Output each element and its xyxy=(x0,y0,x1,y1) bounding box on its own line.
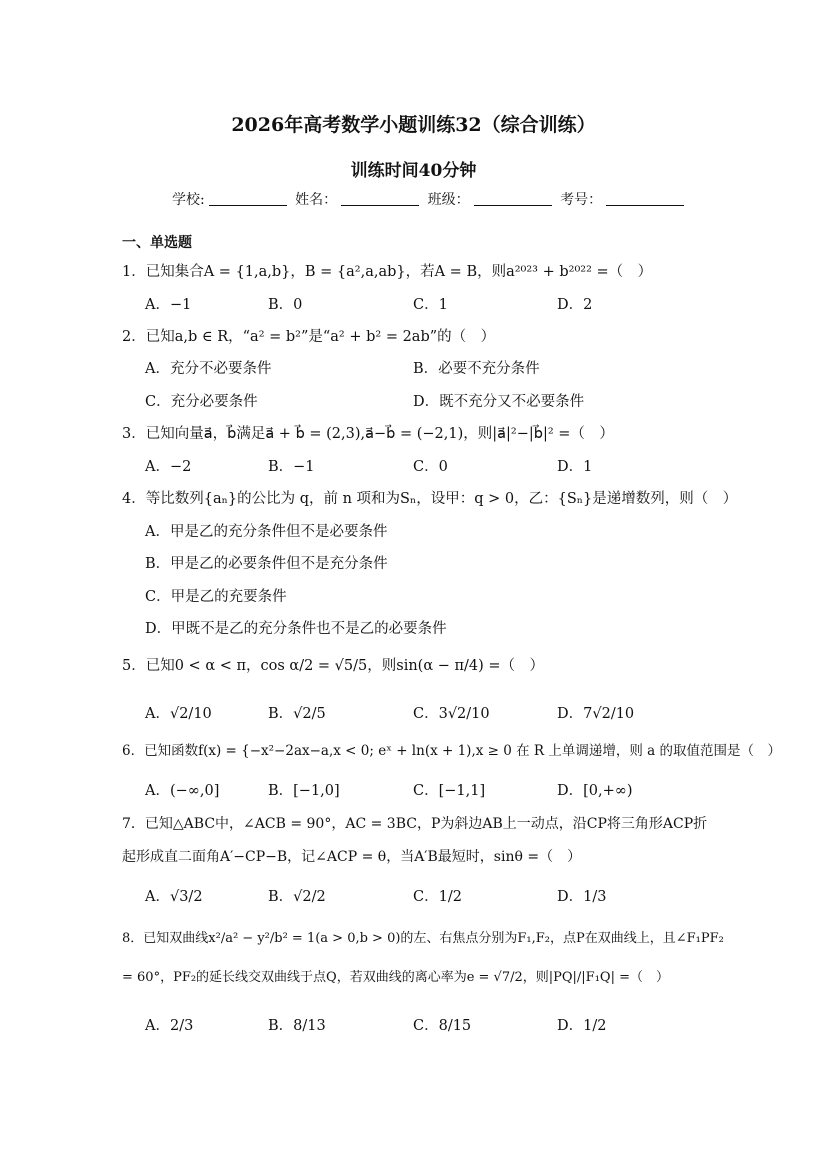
q7-option-d[interactable]: D．1/3 xyxy=(557,889,607,905)
q8-option-b[interactable]: B．8/13 xyxy=(268,1018,326,1034)
q3-option-c[interactable]: C．0 xyxy=(413,459,448,475)
q6-option-c[interactable]: C．[−1,1] xyxy=(413,783,486,799)
question-6: 6．已知函数f(x) = {−x²−2ax−a,x < 0; eˣ + ln(x + 1),x ≥ 0 在 R 上单调递增，则 a 的取值范围是（ ） xyxy=(122,743,782,759)
q7-option-b[interactable]: B．√2/2 xyxy=(268,889,326,905)
q7-option-c[interactable]: C．1/2 xyxy=(413,889,462,905)
q2-option-a[interactable]: A．充分不必要条件 xyxy=(145,361,272,377)
question-5: 5．已知0 < α < π，cos α/2 = √5/5，则sin(α − π/4) =（ ） xyxy=(122,658,545,674)
question-1: 1．已知集合A = {1,a,b}，B = {a²,a,ab}，若A = B，则a²⁰²³ + b²⁰²² =（ ） xyxy=(122,264,653,280)
class-blank[interactable] xyxy=(474,191,552,206)
q8-option-d[interactable]: D．1/2 xyxy=(557,1018,607,1034)
question-7-line-2: 起形成直二面角A′−CP−B，记∠ACP = θ，当A′B最短时，sinθ =（ ） xyxy=(122,849,582,865)
class-label: 班级： xyxy=(427,192,470,208)
q3-option-a[interactable]: A．−2 xyxy=(145,459,192,475)
q3-option-b[interactable]: B．−1 xyxy=(268,459,315,475)
q8-option-a[interactable]: A．2/3 xyxy=(145,1018,194,1034)
question-8-line-1: 8．已知双曲线x²/a² − y²/b² = 1(a > 0,b > 0)的左、右焦点分别为F₁,F₂，点P在双曲线上，且∠F₁PF₂ xyxy=(122,931,724,946)
question-3: 3．已知向量a⃗，b⃗满足a⃗ + b⃗ = (2,3),a⃗−b⃗ = (−2,1)，则|a⃗|²−|b⃗|² =（ ） xyxy=(122,426,614,442)
question-2: 2．已知a,b ∈ R，“a² = b²”是“a² + b² = 2ab”的（ ） xyxy=(122,329,496,345)
q2-option-d[interactable]: D．既不充分又不必要条件 xyxy=(413,394,585,410)
exam-number-blank[interactable] xyxy=(606,191,684,206)
exam-number-label: 考号： xyxy=(560,192,603,208)
q6-option-d[interactable]: D．[0,+∞) xyxy=(557,783,633,799)
student-info-row xyxy=(172,189,688,209)
q1-option-a[interactable]: A．−1 xyxy=(145,297,192,313)
q4-option-d[interactable]: D．甲既不是乙的充分条件也不是乙的必要条件 xyxy=(145,621,447,637)
school-blank[interactable] xyxy=(209,191,287,206)
q1-option-d[interactable]: D．2 xyxy=(557,297,593,313)
q1-option-c[interactable]: C．1 xyxy=(413,297,448,313)
question-7-line-1: 7．已知△ABC中，∠ACB = 90°，AC = 3BC，P为斜边AB上一动点，沿CP将三角形ACP折 xyxy=(122,816,708,832)
q2-option-b[interactable]: B．必要不充分条件 xyxy=(413,361,540,377)
q6-option-a[interactable]: A．(−∞,0] xyxy=(145,783,220,799)
question-4: 4．等比数列{aₙ}的公比为 q，前 n 项和为Sₙ，设甲：q > 0，乙：{Sₙ}是递增数列，则（ ） xyxy=(122,491,738,507)
q2-option-c[interactable]: C．充分必要条件 xyxy=(145,394,258,410)
q3-option-d[interactable]: D．1 xyxy=(557,459,593,475)
q6-option-b[interactable]: B．[−1,0] xyxy=(268,783,340,799)
page-subtitle: 训练时间40分钟 xyxy=(350,161,477,181)
q4-option-b[interactable]: B．甲是乙的必要条件但不是充分条件 xyxy=(145,556,388,572)
q8-option-c[interactable]: C．8/15 xyxy=(413,1018,472,1034)
name-label: 姓名： xyxy=(295,192,338,208)
q5-option-c[interactable]: C．3√2/10 xyxy=(413,706,490,722)
page-title: 2026年高考数学小题训练32（综合训练） xyxy=(231,114,596,136)
section-title: 一、单选题 xyxy=(122,235,192,251)
question-8-line-2: = 60°，PF₂的延长线交双曲线于点Q，若双曲线的离心率为e = √7/2，则|PQ|/|F₁Q| =（ ） xyxy=(122,970,669,985)
q1-option-b[interactable]: B．0 xyxy=(268,297,303,313)
name-blank[interactable] xyxy=(341,191,419,206)
q7-option-a[interactable]: A．√3/2 xyxy=(145,889,203,905)
school-label: 学校: xyxy=(172,192,205,208)
q4-option-a[interactable]: A．甲是乙的充分条件但不是必要条件 xyxy=(145,524,388,540)
q5-option-d[interactable]: D．7√2/10 xyxy=(557,706,635,722)
q4-option-c[interactable]: C．甲是乙的充要条件 xyxy=(145,589,287,605)
q5-option-b[interactable]: B．√2/5 xyxy=(268,706,326,722)
q5-option-a[interactable]: A．√2/10 xyxy=(145,706,212,722)
